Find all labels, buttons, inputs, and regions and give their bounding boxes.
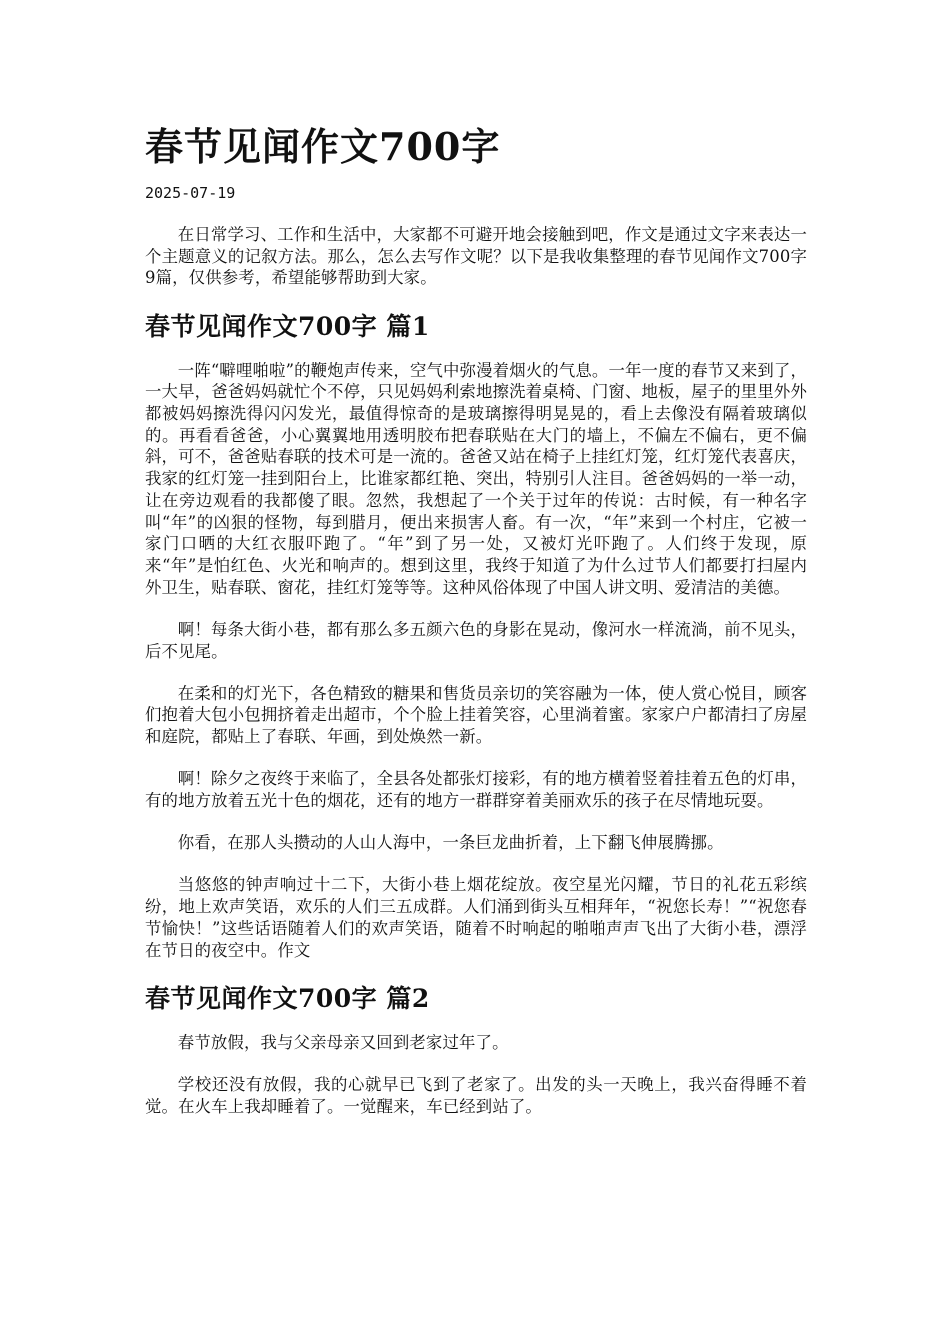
intro-paragraph: 在日常学习、工作和生活中，大家都不可避开地会接触到吧，作文是通过文字来表达一个主题意义的记叙方法。那么，怎么去写作文呢？以下是我收集整理的春节见闻作文700字9篇，仅供参考，希望能够帮助到大家。	[145, 225, 807, 288]
publish-date: 2025-07-19	[145, 184, 236, 202]
paragraph: 春节放假，我与父亲母亲又回到老家过年了。	[177, 1032, 509, 1052]
paragraph: 在柔和的灯光下，各色精致的糖果和售货员亲切的笑容融为一体，使人赏心悦目，顾客们抱着大包小包拥挤着走出超市，个个脸上挂着笑容，心里淌着蜜。家家户户都清扫了房屋和庭院，都贴上了春联、年画，到处焕然一新。	[145, 683, 807, 747]
paragraph: 你看，在那人头攒动的人山人海中，一条巨龙曲折着，上下翻飞伸展腾挪。	[177, 833, 724, 853]
paragraph: 啊！除夕之夜终于来临了，全县各处都张灯接彩，有的地方横着竖着挂着五色的灯串，有的地方放着五光十色的烟花，还有的地方一群群穿着美丽欢乐的孩子在尽情地玩耍。	[145, 769, 807, 811]
article-body	[145, 224, 807, 1138]
paragraph: 一阵“噼哩啪啦”的鞭炮声传来，空气中弥漫着烟火的气息。一年一度的春节又来到了，一大早，爸爸妈妈就忙个不停，只见妈妈利索地擦洗着桌椅、门窗、地板，屋子的里里外外都被妈妈擦洗得闪闪发光，最值得惊奇的是玻璃擦得明晃晃的，看上去像没有隔着玻璃似的。再看看爸爸，小心翼翼地用透明胶布把春联贴在大门的墙上，不偏左不偏右，更不偏斜，可不，爸爸贴春联的技术可是一流的。爸爸又站在椅子上挂红灯笼，红灯笼代表喜庆，我家的红灯笼一挂到阳台上，比谁家都红艳、突出，特别引人注目。爸爸妈妈的一举一动，让在旁边观看的我都傻了眼。忽然，我想起了一个关于过年的传说：古时候，有一种名字叫“年”的凶狠的怪物，每到腊月，便出来损害人畜。有一次，“年”来到一个村庄，它被一家门口晒的大红衣服吓跑了。“年”到了另一处，又被灯光吓跑了。人们终于发现，原来“年”是怕红色、火光和响声的。想到这里，我终于知道了为什么过节人们都要打扫屋内外卫生，贴春联、窗花，挂红灯笼等等。这种风俗体现了中国人讲文明、爱清洁的美德。	[145, 360, 807, 597]
paragraph: 当悠悠的钟声响过十二下，大街小巷上烟花绽放。夜空星光闪耀，节日的礼花五彩缤纷，地上欢声笑语，欢乐的人们三五成群。人们涌到街头互相拜年，“祝您长寿！”“祝您春节愉快！”这些话语随着人们的欢声笑语，随着不时响起的啪啪声声飞出了大街小巷，漂浮在节日的夜空中。作文	[145, 875, 807, 960]
section-heading-2: 春节见闻作文700字 篇2	[145, 983, 430, 1013]
section-heading-1: 春节见闻作文700字 篇1	[145, 311, 430, 341]
paragraph: 啊！每条大街小巷，都有那么多五颜六色的身影在晃动，像河水一样流淌，前不见头，后不见尾。	[145, 619, 807, 661]
paragraph: 学校还没有放假，我的心就早已飞到了老家了。出发的头一天晚上，我兴奋得睡不着觉。在火车上我却睡着了。一觉醒来，车已经到站了。	[145, 1074, 807, 1116]
page-title: 春节见闻作文700字	[145, 124, 501, 169]
